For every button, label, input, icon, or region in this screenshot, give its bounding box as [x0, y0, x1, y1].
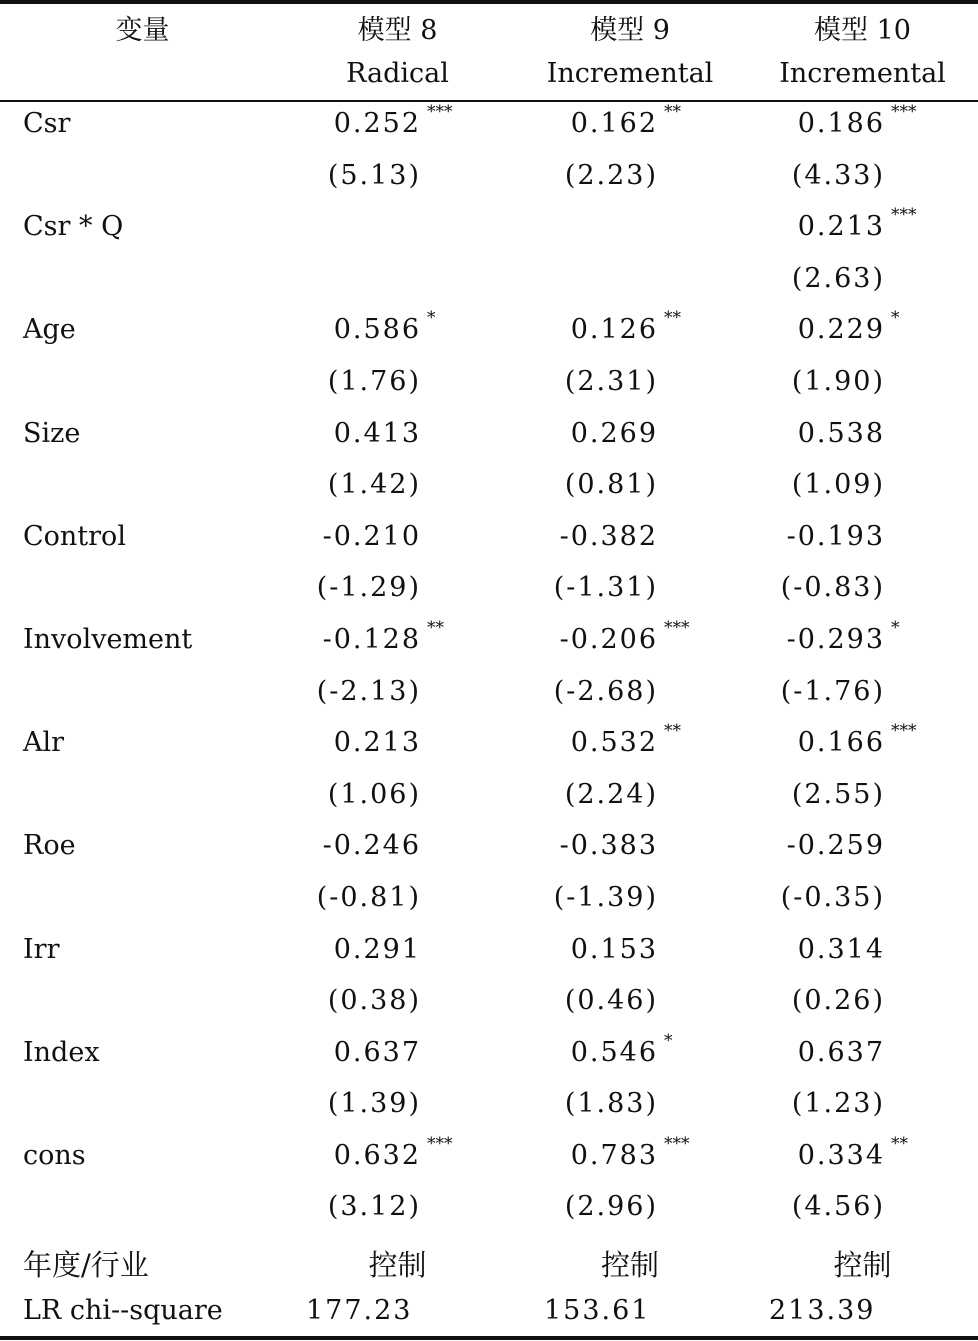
control-cell: 控制: [833, 1248, 892, 1283]
table-cell: [565, 469, 658, 500]
table-cell: [792, 366, 885, 397]
cell-value: (1.83): [564, 1088, 658, 1120]
lr-cell: 177.23: [306, 1294, 413, 1326]
row-label: Size: [23, 417, 81, 449]
cell-value: (2.24): [564, 778, 658, 810]
cell-value: (1.06): [327, 778, 421, 810]
cell-value: 0.546: [570, 1036, 658, 1068]
cell-value: 0.213: [797, 211, 885, 243]
table-cell: [786, 617, 900, 655]
lr-cell: 213.39: [769, 1294, 876, 1326]
cell-value: -0.210: [322, 520, 421, 552]
cell-value: 0.314: [797, 933, 885, 965]
row-label: cons: [23, 1139, 86, 1171]
cell-value: 0.413: [333, 417, 421, 449]
table-cell: [334, 934, 421, 965]
cell-value: (-2.68): [553, 675, 658, 707]
row-label: Index: [23, 1036, 100, 1068]
table-cell: [322, 617, 444, 655]
table-cell: [792, 263, 885, 294]
lr-cell: 153.61: [544, 1294, 651, 1326]
cell-value: (4.56): [791, 1191, 885, 1223]
table-top-rule: [0, 0, 978, 4]
cell-value: (-1.31): [553, 572, 658, 604]
table-row: [0, 1134, 978, 1186]
table-row: [0, 928, 978, 980]
row-label: Alr: [23, 727, 65, 759]
table-cell: [798, 418, 885, 449]
table-row: [0, 618, 978, 670]
table-cell: [570, 308, 681, 346]
header-model-8: 模型 8: [357, 15, 438, 46]
table-cell: [571, 934, 658, 965]
table-row: [0, 721, 978, 773]
cell-value: (2.23): [564, 159, 658, 191]
table-row: [0, 566, 978, 618]
significance-stars: ***: [664, 1133, 690, 1154]
table-cell: [317, 572, 421, 603]
cell-value: 0.213: [333, 727, 421, 759]
table-cell: [797, 1133, 908, 1171]
cell-value: 0.186: [797, 108, 885, 139]
row-label: Csr: [23, 108, 71, 139]
significance-stars: **: [664, 102, 681, 122]
cell-value: (4.33): [791, 159, 885, 191]
header-model-9: 模型 9: [590, 15, 670, 46]
cell-value: (0.38): [327, 985, 421, 1017]
cell-value: (-1.39): [553, 881, 658, 913]
cell-value: 0.783: [570, 1139, 658, 1171]
table-row: [0, 979, 978, 1031]
cell-value: 0.538: [797, 417, 885, 449]
control-cell: 控制: [368, 1248, 427, 1283]
cell-value: 0.637: [797, 1036, 885, 1068]
table-cell: [560, 830, 658, 861]
header-variable: 变量: [115, 15, 170, 46]
table-row: [0, 205, 978, 257]
table-cell: [792, 1088, 885, 1119]
significance-stars: **: [427, 617, 444, 638]
table-cell: [323, 521, 421, 552]
table-cell: [792, 779, 885, 810]
table-row: [0, 257, 978, 309]
cell-value: (-1.76): [780, 675, 885, 707]
table-cell: [570, 102, 681, 139]
cell-value: (1.42): [327, 469, 421, 501]
cell-value: (2.31): [564, 365, 658, 397]
table-cell: [570, 1133, 690, 1171]
row-label: LR chi--square: [23, 1294, 223, 1326]
cell-value: (0.81): [564, 469, 658, 501]
cell-value: 0.229: [797, 314, 885, 346]
cell-value: 0.632: [333, 1139, 421, 1171]
table-row: [0, 824, 978, 876]
table-cell: [333, 102, 453, 139]
table-cell: [565, 160, 658, 191]
table-cell: [797, 205, 917, 243]
table-row: [0, 360, 978, 412]
table-cell: [334, 727, 421, 758]
table-cell: [797, 721, 917, 759]
cell-value: -0.128: [322, 623, 421, 655]
table-cell: [565, 1088, 658, 1119]
cell-value: (5.13): [327, 159, 421, 191]
table-row: [0, 1082, 978, 1134]
table-row: [0, 515, 978, 567]
table-row: [0, 102, 978, 154]
table-cell: [787, 521, 885, 552]
table-cell: [328, 160, 421, 191]
table-cell: [554, 572, 658, 603]
significance-stars: *: [664, 1030, 673, 1051]
cell-value: 0.162: [570, 108, 658, 139]
header-sub-model-9: Incremental: [546, 58, 714, 89]
table-row: [0, 670, 978, 722]
table-cell: [797, 102, 917, 139]
significance-stars: ***: [891, 102, 917, 122]
cell-value: -0.246: [322, 830, 421, 862]
table-cell: [559, 617, 690, 655]
significance-stars: ***: [891, 205, 917, 226]
row-label: Age: [23, 314, 76, 346]
cell-value: (-0.35): [780, 881, 885, 913]
cell-value: (1.76): [327, 365, 421, 397]
cell-value: -0.193: [786, 520, 885, 552]
row-label: Involvement: [23, 623, 193, 655]
cell-value: (2.55): [791, 778, 885, 810]
table-cell: [571, 418, 658, 449]
cell-value: 0.637: [333, 1036, 421, 1068]
table-cell: [328, 985, 421, 1016]
significance-stars: ***: [427, 1133, 453, 1154]
table-cell: [787, 830, 885, 861]
row-label: Irr: [23, 933, 60, 965]
cell-value: (1.23): [791, 1088, 885, 1120]
table-row: [0, 876, 978, 928]
cell-value: -0.259: [786, 830, 885, 862]
significance-stars: **: [664, 308, 681, 329]
control-row: [0, 1237, 978, 1289]
cell-value: (0.26): [791, 985, 885, 1017]
cell-value: (2.96): [564, 1191, 658, 1223]
table-cell: [781, 676, 885, 707]
cell-value: (-2.13): [316, 675, 421, 707]
table-cell: [334, 418, 421, 449]
row-label: 年度/行业: [23, 1248, 149, 1283]
cell-value: (-1.29): [316, 572, 421, 604]
header-sub-model-10: Incremental: [779, 58, 946, 89]
significance-stars: ***: [427, 102, 453, 122]
table-cell: [565, 985, 658, 1016]
significance-stars: *: [891, 308, 900, 329]
table-body: [0, 102, 978, 1340]
table-cell: [798, 1037, 885, 1068]
cell-value: 0.291: [333, 933, 421, 965]
significance-stars: **: [664, 721, 681, 742]
table-bottom-rule: [0, 1336, 978, 1340]
cell-value: (1.39): [327, 1088, 421, 1120]
table-cell: [323, 830, 421, 861]
cell-value: 0.153: [570, 933, 658, 965]
significance-stars: ***: [891, 721, 917, 742]
cell-value: 0.334: [797, 1139, 885, 1171]
cell-value: (1.09): [791, 469, 885, 501]
table-cell: [328, 366, 421, 397]
cell-value: 0.126: [570, 314, 658, 346]
table-cell: [565, 1191, 658, 1222]
cell-value: (-0.81): [316, 881, 421, 913]
row-label: Control: [23, 520, 126, 552]
table-cell: [333, 1133, 453, 1171]
table-row: [0, 308, 978, 360]
cell-value: -0.293: [786, 623, 885, 655]
cell-value: (1.90): [791, 365, 885, 397]
table-cell: [781, 882, 885, 913]
row-label: Csr * Q: [23, 211, 124, 243]
significance-stars: **: [891, 1133, 908, 1154]
header-model-10: 模型 10: [814, 15, 911, 46]
significance-stars: ***: [664, 617, 690, 638]
row-label: Roe: [23, 830, 76, 862]
table-cell: [317, 676, 421, 707]
cell-value: 0.586: [333, 314, 421, 346]
table-cell: [317, 882, 421, 913]
table-row: [0, 1185, 978, 1237]
cell-value: 0.532: [570, 727, 658, 759]
cell-value: 0.269: [570, 417, 658, 449]
table-cell: [570, 721, 681, 759]
table-cell: [781, 572, 885, 603]
table-cell: [554, 676, 658, 707]
cell-value: (0.46): [564, 985, 658, 1017]
table-cell: [792, 469, 885, 500]
table-cell: [334, 1037, 421, 1068]
cell-value: -0.206: [559, 623, 658, 655]
table-cell: [792, 1191, 885, 1222]
table-row: [0, 154, 978, 206]
table-cell: [333, 308, 436, 346]
table-row: [0, 773, 978, 825]
cell-value: 0.166: [797, 727, 885, 759]
cell-value: -0.382: [559, 520, 658, 552]
cell-value: 0.252: [333, 108, 421, 139]
cell-value: (2.63): [791, 262, 885, 294]
header-sub-model-8: Radical: [346, 58, 449, 89]
table-row: [0, 1031, 978, 1083]
table-cell: [797, 308, 900, 346]
table-cell: [328, 1088, 421, 1119]
control-cell: 控制: [600, 1248, 659, 1283]
cell-value: (3.12): [327, 1191, 421, 1223]
lr-row: [0, 1289, 978, 1341]
table-row: [0, 463, 978, 515]
table-cell: [560, 521, 658, 552]
cell-value: -0.383: [559, 830, 658, 862]
table-cell: [565, 366, 658, 397]
table-cell: [554, 882, 658, 913]
table-cell: [328, 469, 421, 500]
table-cell: [570, 1030, 673, 1068]
table-cell: [792, 160, 885, 191]
cell-value: (-0.83): [780, 572, 885, 604]
table-cell: [328, 1191, 421, 1222]
table-cell: [792, 985, 885, 1016]
significance-stars: *: [891, 617, 900, 638]
table-cell: [328, 779, 421, 810]
table-cell: [565, 779, 658, 810]
table-row: [0, 412, 978, 464]
significance-stars: *: [427, 308, 436, 329]
table-cell: [798, 934, 885, 965]
